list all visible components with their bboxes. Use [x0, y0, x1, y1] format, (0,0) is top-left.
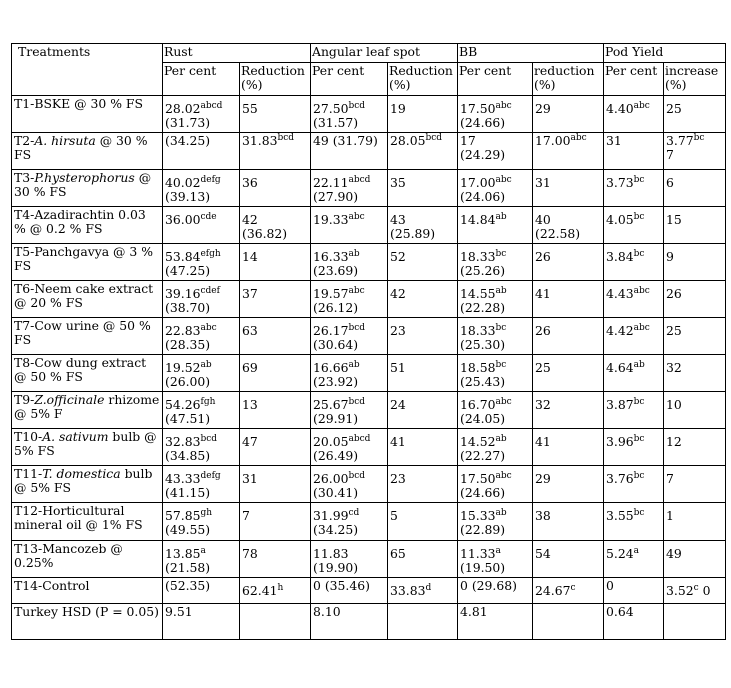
value-cell: 14.55$^{ab}$ (22.28)	[458, 281, 533, 318]
value-cell: 31.83$^{bcd}$	[240, 133, 311, 170]
value-cell: 28.05$^{bcd}$	[388, 133, 458, 170]
value-cell: 22.83$^{abc}$ (28.35)	[163, 318, 240, 355]
table-row	[12, 281, 726, 318]
treatment-cell: T2-A. hirsuta @ 30 % FS	[12, 133, 163, 170]
value-cell: 8.10	[311, 604, 388, 640]
treatment-cell: T13-Mancozeb @ 0.25%	[12, 541, 163, 578]
value-cell: 35	[388, 170, 458, 207]
value-cell: 19	[388, 96, 458, 133]
table-row	[12, 604, 726, 640]
value-cell	[664, 604, 726, 640]
table-row	[12, 541, 726, 578]
value-cell: 5.24$^a$	[604, 541, 664, 578]
value-cell: 4.43$^{abc}$	[604, 281, 664, 318]
value-cell: 42 (36.82)	[240, 207, 311, 244]
value-cell: 62.41$^h$	[240, 578, 311, 604]
value-cell: 33.83$^d$	[388, 578, 458, 604]
bb-header: BB	[458, 44, 604, 63]
value-cell: 14	[240, 244, 311, 281]
value-cell: 18.58$^{bc}$ (25.43)	[458, 355, 533, 392]
table-row	[12, 96, 726, 133]
value-cell: 4.40$^{abc}$	[604, 96, 664, 133]
treatment-cell: T4-Azadirachtin 0.03 % @ 0.2 % FS	[12, 207, 163, 244]
value-cell: 13	[240, 392, 311, 429]
value-cell: 19.52$^{ab}$ (26.00)	[163, 355, 240, 392]
value-cell: 25	[664, 96, 726, 133]
value-cell: 14.84$^{ab}$	[458, 207, 533, 244]
subheader-cell: reduction (%)	[533, 63, 604, 96]
value-cell: 40 (22.58)	[533, 207, 604, 244]
value-cell: 18.33$^{bc}$ (25.30)	[458, 318, 533, 355]
value-cell: 49 (31.79)	[311, 133, 388, 170]
value-cell: 38	[533, 503, 604, 541]
value-cell: 17.00$^{abc}$ (24.06)	[458, 170, 533, 207]
value-cell: 13.85$^a$ (21.58)	[163, 541, 240, 578]
value-cell: 26	[533, 244, 604, 281]
table-row	[12, 355, 726, 392]
value-cell	[533, 604, 604, 640]
value-cell: $43.33^{defg}$ (41.15)	[163, 466, 240, 503]
table-row	[12, 466, 726, 503]
results-table	[11, 43, 726, 640]
value-cell: 36.00$^{cde}$	[163, 207, 240, 244]
table-row	[12, 392, 726, 429]
value-cell: 29	[533, 466, 604, 503]
value-cell: 0 (29.68)	[458, 578, 533, 604]
value-cell: 3.55$^{bc}$	[604, 503, 664, 541]
treatment-cell: T7-Cow urine @ 50 % FS	[12, 318, 163, 355]
value-cell: 41	[533, 281, 604, 318]
value-cell: 25	[664, 318, 726, 355]
value-cell: 31.99$^{cd}$ (34.25)	[311, 503, 388, 541]
subheader-cell: Reduction (%)	[240, 63, 311, 96]
value-cell: $53.84^{efgh}$ (47.25)	[163, 244, 240, 281]
value-cell: 19.33$^{abc}$	[311, 207, 388, 244]
value-cell: 3.76$^{bc}$	[604, 466, 664, 503]
value-cell: 26.00$^{bcd}$ (30.41)	[311, 466, 388, 503]
angular-leaf-spot-header: Angular leaf spot	[311, 44, 458, 63]
value-cell: 0.64	[604, 604, 664, 640]
subheader-cell: Per cent	[458, 63, 533, 96]
treatment-cell: T10-A. sativum bulb @ 5% FS	[12, 429, 163, 466]
value-cell: 55	[240, 96, 311, 133]
value-cell: 0 (35.46)	[311, 578, 388, 604]
value-cell	[240, 604, 311, 640]
value-cell: 57.85$^{gh}$ (49.55)	[163, 503, 240, 541]
value-cell: 47	[240, 429, 311, 466]
value-cell: 32.83$^{bcd}$ (34.85)	[163, 429, 240, 466]
value-cell: 29	[533, 96, 604, 133]
value-cell: 3.96$^{bc}$	[604, 429, 664, 466]
value-cell: 25	[533, 355, 604, 392]
value-cell: 3.52$^c$ 0	[664, 578, 726, 604]
table-row	[12, 207, 726, 244]
value-cell: $20.05^{abcd}$ (26.49)	[311, 429, 388, 466]
value-cell: 15	[664, 207, 726, 244]
value-cell: 32	[533, 392, 604, 429]
value-cell: $28.02^{abcd}$ (31.73)	[163, 96, 240, 133]
treatment-cell: Turkey HSD (P = 0.05)	[12, 604, 163, 640]
treatments-header: Treatments	[12, 44, 163, 96]
value-cell: 49	[664, 541, 726, 578]
value-cell: 15.33$^{ab}$ (22.89)	[458, 503, 533, 541]
value-cell: 43 (25.89)	[388, 207, 458, 244]
treatment-cell: T5-Panchgavya @ 3 % FS	[12, 244, 163, 281]
value-cell: 24.67$^c$	[533, 578, 604, 604]
value-cell: 4.05$^{bc}$	[604, 207, 664, 244]
value-cell: 65	[388, 541, 458, 578]
table-row	[12, 170, 726, 207]
value-cell: 26	[664, 281, 726, 318]
value-cell: 52	[388, 244, 458, 281]
rust-header: Rust	[163, 44, 311, 63]
value-cell: 4.81	[458, 604, 533, 640]
value-cell: 12	[664, 429, 726, 466]
value-cell: $39.16^{cdef}$ (38.70)	[163, 281, 240, 318]
value-cell: 3.84$^{bc}$	[604, 244, 664, 281]
value-cell: 32	[664, 355, 726, 392]
value-cell: 17.00$^{abc}$	[533, 133, 604, 170]
treatment-cell: T11-T. domestica bulb @ 5% FS	[12, 466, 163, 503]
treatment-cell: T6-Neem cake extract @ 20 % FS	[12, 281, 163, 318]
value-cell: 63	[240, 318, 311, 355]
value-cell: 17.50$^{abc}$ (24.66)	[458, 466, 533, 503]
subheader-cell: increase (%)	[664, 63, 726, 96]
value-cell: 3.73$^{bc}$	[604, 170, 664, 207]
table-row	[12, 503, 726, 541]
treatment-cell: T14-Control	[12, 578, 163, 604]
treatment-cell: T12-Horticultural mineral oil @ 1% FS	[12, 503, 163, 541]
value-cell: 17 (24.29)	[458, 133, 533, 170]
value-cell: 16.33$^{ab}$ (23.69)	[311, 244, 388, 281]
value-cell: 4.64$^{ab}$	[604, 355, 664, 392]
value-cell: 11.83 (19.90)	[311, 541, 388, 578]
value-cell: 5	[388, 503, 458, 541]
value-cell: 0	[604, 578, 664, 604]
treatment-cell: T9-Z.officinale rhizome @ 5% F	[12, 392, 163, 429]
table-row	[12, 133, 726, 170]
value-cell: 3.87$^{bc}$	[604, 392, 664, 429]
value-cell: 14.52$^{ab}$ (22.27)	[458, 429, 533, 466]
value-cell: 6	[664, 170, 726, 207]
value-cell: 16.66$^{ab}$ (23.92)	[311, 355, 388, 392]
value-cell: 36	[240, 170, 311, 207]
treatment-cell: T3-P.hysterophorus @ 30 % FS	[12, 170, 163, 207]
subheader-cell: Per cent	[311, 63, 388, 96]
value-cell: 1	[664, 503, 726, 541]
value-cell: (52.35)	[163, 578, 240, 604]
value-cell: 18.33$^{bc}$ (25.26)	[458, 244, 533, 281]
table-row	[12, 429, 726, 466]
value-cell: 42	[388, 281, 458, 318]
value-cell: 54	[533, 541, 604, 578]
value-cell: 41	[533, 429, 604, 466]
value-cell: 69	[240, 355, 311, 392]
value-cell: 9	[664, 244, 726, 281]
value-cell: 31	[604, 133, 664, 170]
value-cell: 23	[388, 318, 458, 355]
value-cell: 19.57$^{abc}$ (26.12)	[311, 281, 388, 318]
value-cell: 26.17$^{bcd}$ (30.64)	[311, 318, 388, 355]
value-cell: 10	[664, 392, 726, 429]
value-cell: 11.33$^a$ (19.50)	[458, 541, 533, 578]
value-cell: 31	[533, 170, 604, 207]
subheader-cell: Per cent	[163, 63, 240, 96]
value-cell	[388, 604, 458, 640]
value-cell: 23	[388, 466, 458, 503]
value-cell: (34.25)	[163, 133, 240, 170]
value-cell: 37	[240, 281, 311, 318]
table-row	[12, 318, 726, 355]
value-cell: 26	[533, 318, 604, 355]
value-cell: 24	[388, 392, 458, 429]
value-cell: 54.26$^{fgh}$ (47.51)	[163, 392, 240, 429]
value-cell: 7	[664, 466, 726, 503]
value-cell: 25.67$^{bcd}$ (29.91)	[311, 392, 388, 429]
value-cell: 51	[388, 355, 458, 392]
value-cell: $22.11^{abcd}$ (27.90)	[311, 170, 388, 207]
pod-yield-header: Pod Yield	[604, 44, 726, 63]
value-cell: 27.50$^{bcd}$ (31.57)	[311, 96, 388, 133]
value-cell: 9.51	[163, 604, 240, 640]
value-cell: 41	[388, 429, 458, 466]
treatment-cell: T1-BSKE @ 30 % FS	[12, 96, 163, 133]
treatment-cell: T8-Cow dung extract @ 50 % FS	[12, 355, 163, 392]
table-row	[12, 244, 726, 281]
value-cell: $40.02^{defg}$ (39.13)	[163, 170, 240, 207]
value-cell: 31	[240, 466, 311, 503]
subheader-cell: Per cent	[604, 63, 664, 96]
value-cell: 17.50$^{abc}$ (24.66)	[458, 96, 533, 133]
table-row	[12, 578, 726, 604]
subheader-cell: Reduction (%)	[388, 63, 458, 96]
value-cell: 3.77$^{bc}$ 7	[664, 133, 726, 170]
value-cell: 16.70$^{abc}$ (24.05)	[458, 392, 533, 429]
value-cell: 7	[240, 503, 311, 541]
value-cell: 78	[240, 541, 311, 578]
value-cell: 4.42$^{abc}$	[604, 318, 664, 355]
